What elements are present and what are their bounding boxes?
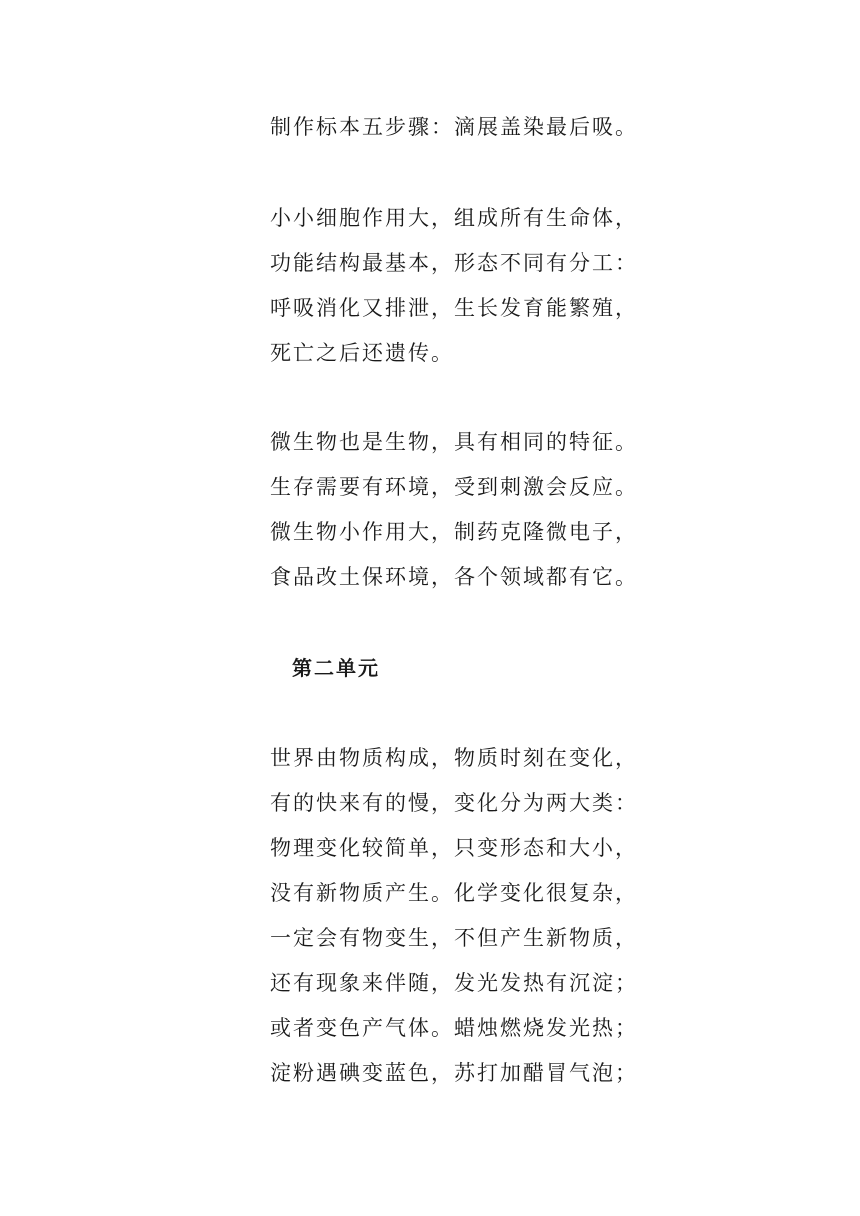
text-line: 淀粉遇碘变蓝色，苏打加醋冒气泡；	[270, 1061, 638, 1085]
text-line: 物理变化较简单，只变形态和大小，	[270, 836, 638, 860]
text-line: 或者变色产气体。蜡烛燃烧发光热；	[270, 1016, 638, 1040]
text-line: 生存需要有环境，受到刺激会反应。	[270, 475, 638, 499]
text-line: 呼吸消化又排泄，生长发育能繁殖，	[270, 296, 638, 320]
text-line: 一定会有物变生，不但产生新物质，	[270, 926, 638, 950]
text-line: 死亡之后还遗传。	[270, 341, 454, 365]
text-line: 功能结构最基本，形态不同有分工：	[270, 251, 638, 275]
text-line: 小小细胞作用大，组成所有生命体，	[270, 206, 638, 230]
text-line: 制作标本五步骤：滴展盖染最后吸。	[270, 115, 638, 139]
text-line: 微生物也是生物，具有相同的特征。	[270, 430, 638, 454]
text-line: 食品改土保环境，各个领域都有它。	[270, 565, 638, 589]
text-line: 有的快来有的慢，变化分为两大类：	[270, 791, 638, 815]
unit-heading: 第二单元	[292, 656, 380, 680]
text-line: 微生物小作用大，制药克隆微电子，	[270, 520, 638, 544]
text-line: 世界由物质构成，物质时刻在变化，	[270, 746, 638, 770]
text-line: 还有现象来伴随，发光发热有沉淀；	[270, 971, 638, 995]
text-line: 没有新物质产生。化学变化很复杂，	[270, 881, 638, 905]
